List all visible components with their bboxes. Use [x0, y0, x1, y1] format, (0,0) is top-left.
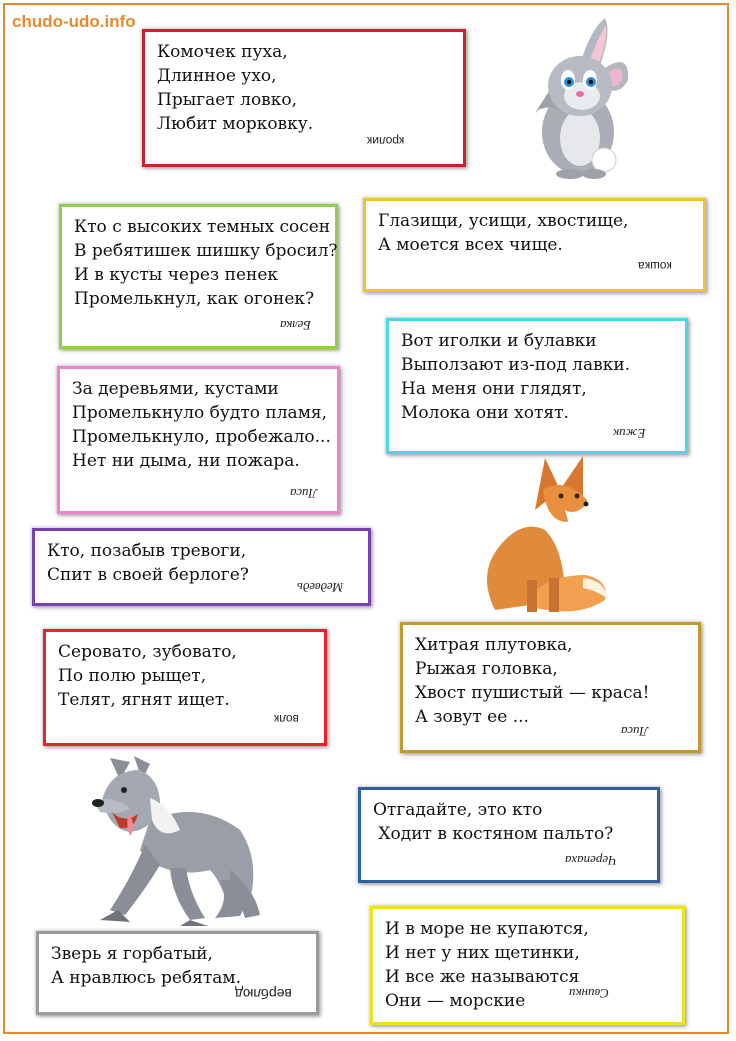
riddle-line: Зверь я горбатый,: [51, 944, 213, 964]
riddle-line: И в кусты через пенек: [74, 265, 279, 285]
riddle-answer: Белка: [280, 318, 312, 333]
riddle-answer: волк: [274, 712, 299, 726]
riddle-line: Промелькнуло, пробежало...: [72, 427, 331, 447]
riddle-line: За деревьями, кустами: [72, 379, 279, 399]
riddle-card-hedgehog: [386, 318, 688, 454]
riddle-line: Выползают из-под лавки.: [401, 355, 631, 375]
riddle-line: Молока они хотят.: [401, 403, 569, 423]
riddle-card-rabbit: [142, 29, 466, 167]
riddle-card-camel: [36, 931, 319, 1015]
riddle-line: Любит морковку.: [157, 114, 314, 134]
riddle-line: Глазищи, усищи, хвостище,: [378, 211, 629, 231]
riddle-card-fox: [400, 622, 701, 753]
riddle-line: В ребятишек шишку бросил?: [74, 241, 338, 261]
riddle-line: Кто с высоких темных сосен: [74, 217, 331, 237]
riddle-line: И в море не купаются,: [385, 919, 589, 939]
riddle-line: Хитрая плутовка,: [415, 635, 573, 655]
riddle-line: И все же называются: [385, 967, 580, 987]
riddle-answer: Лиса: [621, 724, 649, 739]
riddle-line: Рыжая головка,: [415, 659, 558, 679]
riddle-card-squirrel: [59, 204, 338, 349]
riddle-line: Комочек пуха,: [157, 42, 288, 62]
riddle-answer: Свинки: [569, 986, 609, 1001]
riddle-line: А нравлюсь ребятам.: [51, 968, 242, 988]
riddle-card-fox-flame: [57, 366, 340, 514]
riddle-line: Они — морские: [385, 991, 526, 1011]
riddle-answer: Медведь: [297, 580, 344, 595]
riddle-card-wolf: [43, 629, 327, 746]
riddle-card-bear: [32, 528, 371, 606]
riddle-line: А зовут ее ...: [415, 707, 529, 727]
riddle-line: Кто, позабыв тревоги,: [47, 541, 247, 561]
riddle-line: Ходит в костяном пальто?: [373, 824, 614, 844]
riddle-answer: кролик: [367, 134, 405, 148]
rabbit-icon: [520, 10, 640, 180]
riddle-answer: верблюд: [235, 986, 292, 1002]
fox-icon: [465, 450, 615, 620]
riddle-line: Вот иголки и булавки: [401, 331, 597, 351]
riddle-answer: кошка: [638, 259, 672, 273]
riddle-answer: Лиса: [290, 486, 318, 501]
riddle-line: И нет у них щетинки,: [385, 943, 580, 963]
riddle-line: Хвост пушистый — краса!: [415, 683, 650, 703]
riddle-line: Промелькнул, как огонек?: [74, 289, 315, 309]
riddle-line: Прыгает ловко,: [157, 90, 298, 110]
riddle-line: Длинное ухо,: [157, 66, 277, 86]
riddle-answer: Ежик: [613, 426, 646, 441]
riddle-line: Отгадайте, это кто: [373, 800, 543, 820]
riddle-line: Серовато, зубовато,: [58, 642, 237, 662]
site-logo[interactable]: chudo-udo.info: [12, 12, 136, 31]
riddle-answer: Черепаха: [565, 853, 618, 868]
riddle-card-cat: [363, 198, 706, 292]
riddle-card-turtle: [358, 787, 660, 883]
riddle-line: Нет ни дыма, ни пожара.: [72, 451, 300, 471]
riddle-line: На меня они глядят,: [401, 379, 587, 399]
riddle-line: А моется всех чище.: [378, 235, 563, 255]
riddle-line: Промелькнуло будто пламя,: [72, 403, 328, 423]
riddle-line: Телят, ягнят ищет.: [58, 690, 230, 710]
riddle-line: По полю рыщет,: [58, 666, 207, 686]
riddle-card-sea-pigs: [370, 906, 685, 1025]
wolf-icon: [90, 750, 270, 930]
riddle-line: Спит в своей берлоге?: [47, 565, 249, 585]
